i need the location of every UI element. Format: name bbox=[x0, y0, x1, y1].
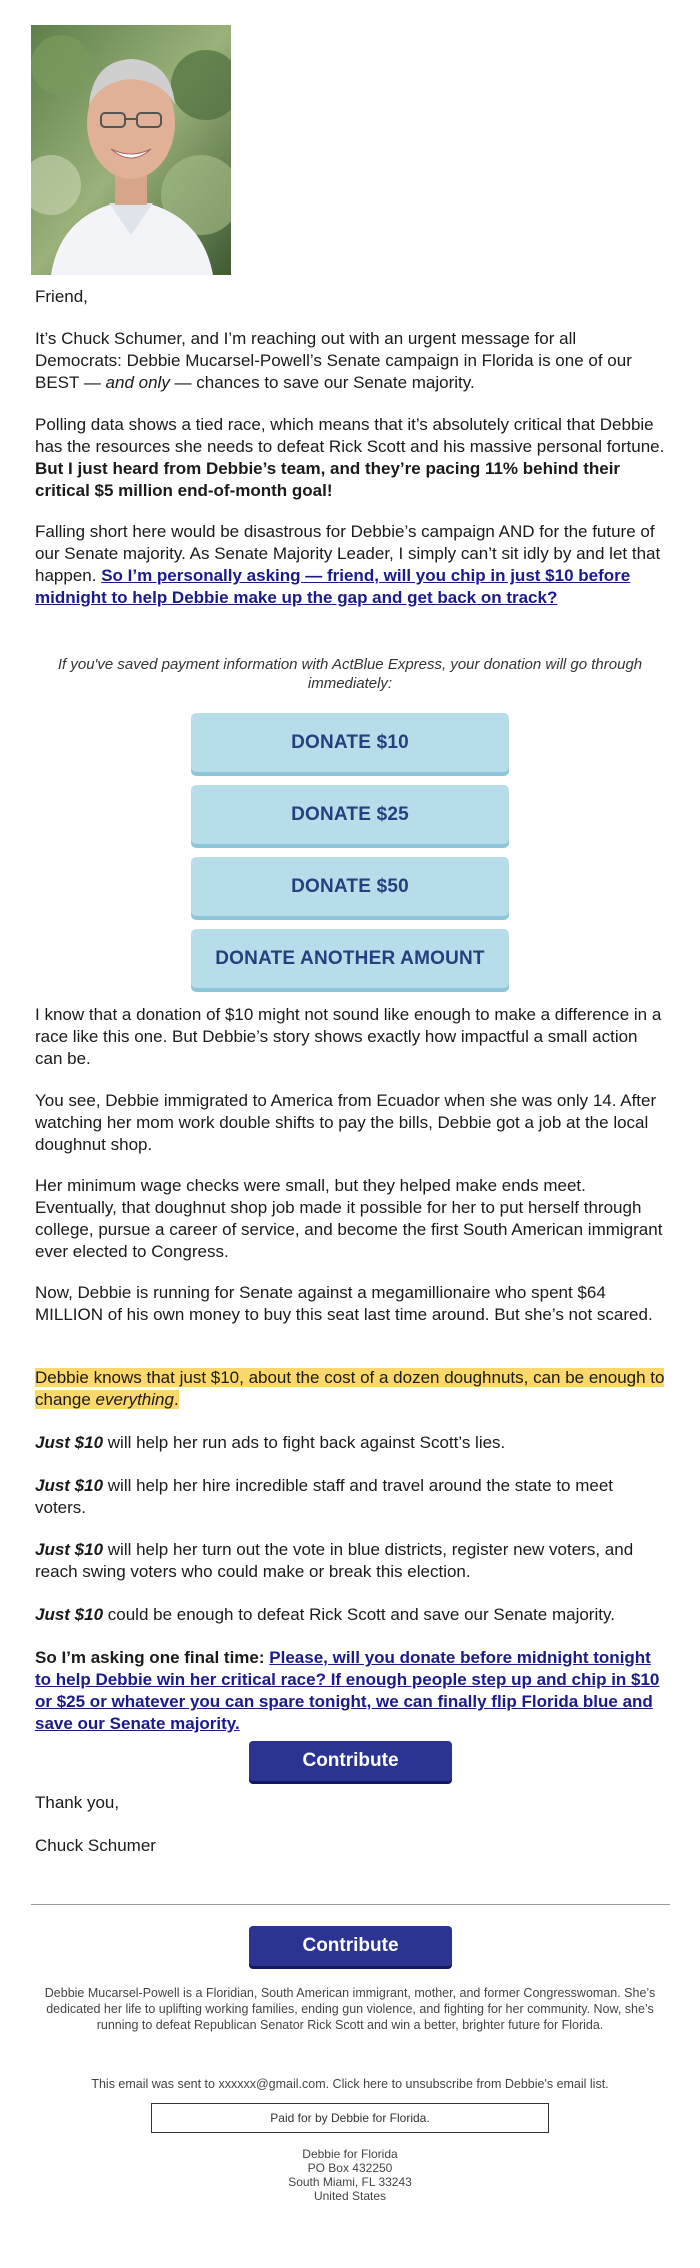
just10-label: Just $10 bbox=[35, 1540, 104, 1559]
paragraph-polling bbox=[35, 414, 665, 502]
footer-divider bbox=[31, 1904, 670, 1905]
intro-text-part: It’s Chuck Schumer, and I’m reaching out with an urgent message for all Democrats: Debbie Mucarsel-Powell’s Senate campaign in Florida is one of our BEST — bbox=[35, 329, 632, 392]
mailing-address bbox=[40, 2147, 660, 2203]
address-line: Debbie for Florida bbox=[302, 2147, 398, 2161]
just10-label: Just $10 bbox=[35, 1476, 104, 1495]
donate-25-button[interactable]: DONATE $25 bbox=[191, 785, 509, 844]
paragraph-megamillionaire bbox=[35, 1282, 665, 1326]
paragraph-final-ask-text bbox=[35, 1647, 665, 1735]
candidate-photo bbox=[31, 25, 231, 275]
intro-emphasis: and only bbox=[105, 373, 170, 392]
paragraph-final-ask bbox=[35, 1647, 665, 1735]
just10-label: Just $10 bbox=[35, 1433, 104, 1452]
just10-defeat-text bbox=[35, 1604, 665, 1626]
highlight-part-a: Debbie knows that just $10, about the cost of a dozen doughnuts, can be enough to change bbox=[35, 1368, 665, 1409]
just10-label: Just $10 bbox=[35, 1605, 104, 1624]
unsubscribe-note[interactable]: This email was sent to xxxxxx@gmail.com. Click here to unsubscribe from Debbie's email list. bbox=[91, 2077, 609, 2091]
chip-in-link[interactable]: So I’m personally asking — friend, will you chip in just $10 before midnight to help Debbie make up the gap and get back on track? bbox=[35, 566, 631, 607]
just10-turnout-rest: will help her turn out the vote in blue districts, register new voters, and reach swing voters who could make or break this election. bbox=[35, 1540, 634, 1581]
just10-ads-rest: will help her run ads to fight back against Scott’s lies. bbox=[103, 1433, 506, 1452]
greeting: Friend, bbox=[35, 287, 88, 306]
final-ask-bold: So I’m asking one final time: bbox=[35, 1648, 270, 1667]
paragraph-highlight bbox=[35, 1367, 665, 1411]
paragraph-polling-text bbox=[35, 414, 665, 502]
greeting-block bbox=[35, 286, 665, 308]
paragraph-megamillionaire-text: Now, Debbie is running for Senate against a megamillionaire who spent $64 MILLION of his own money to buy this seat last time around. But she’s not scared. bbox=[35, 1283, 653, 1324]
paragraph-highlight-text bbox=[35, 1367, 665, 1411]
paragraph-immigrated bbox=[35, 1090, 665, 1156]
just10-staff-rest: will help her hire incredible staff and travel around the state to meet voters. bbox=[35, 1476, 614, 1517]
paragraph-minimum-wage-text: Her minimum wage checks were small, but they helped make ends meet. Eventually, that doughnut shop job made it possible for her to put herself through college, pursue a career of service, and become the first South American immigrant ever elected to Congress. bbox=[35, 1176, 663, 1261]
address-line: South Miami, FL 33243 bbox=[288, 2175, 412, 2189]
paragraph-small-action-text: I know that a donation of $10 might not sound like enough to make a difference in a race like this one. But Debbie’s story shows exactly how impactful a small action can be. bbox=[35, 1005, 662, 1068]
contribute-button[interactable]: Contribute bbox=[249, 1741, 452, 1781]
just10-ads-text bbox=[35, 1432, 665, 1454]
signature-block bbox=[35, 1835, 665, 1857]
paragraph-ask bbox=[35, 521, 665, 609]
paragraph-immigrated-text: You see, Debbie immigrated to America from Ecuador when she was only 14. After watching her mom work double shifts to pay the bills, Debbie got a job at the local doughnut shop. bbox=[35, 1091, 657, 1154]
paid-for-box: Paid for by Debbie for Florida. bbox=[151, 2103, 549, 2133]
paragraph-ask-text bbox=[35, 521, 665, 609]
actblue-note: If you've saved payment information with ActBlue Express, your donation will go through immediately: bbox=[57, 656, 643, 692]
highlight-emphasis: everything bbox=[95, 1390, 174, 1409]
address-line: PO Box 432250 bbox=[307, 2161, 393, 2175]
address-line: United States bbox=[313, 2189, 387, 2203]
just10-staff-text bbox=[35, 1475, 665, 1519]
donate-50-button[interactable]: DONATE $50 bbox=[191, 857, 509, 916]
ask-text: Falling short here would be disastrous for Debbie’s campaign AND for the future of our Senate majority. As Senate Majority Leader, I simply can’t sit idly by and let that happen. bbox=[35, 522, 661, 585]
just10-defeat bbox=[35, 1604, 665, 1626]
polling-bold: But I just heard from Debbie’s team, and they’re pacing 11% behind their critical $5 million end-of-month goal! bbox=[35, 459, 621, 500]
signoff: Thank you, bbox=[35, 1793, 120, 1812]
just10-defeat-rest: could be enough to defeat Rick Scott and save our Senate majority. bbox=[103, 1605, 615, 1624]
paragraph-small-action bbox=[35, 1004, 665, 1070]
portrait-image bbox=[31, 25, 231, 275]
just10-turnout-text bbox=[35, 1539, 665, 1583]
donate-10-button[interactable]: DONATE $10 bbox=[191, 713, 509, 772]
just10-turnout bbox=[35, 1539, 665, 1583]
intro-text-end: — chances to save our Senate majority. bbox=[169, 373, 475, 392]
polling-text: Polling data shows a tied race, which means that it’s absolutely critical that Debbie has the resources she needs to defeat Rick Scott and his massive personal fortune. bbox=[35, 415, 665, 456]
just10-staff bbox=[35, 1475, 665, 1519]
donate-other-amount-button[interactable]: DONATE ANOTHER AMOUNT bbox=[191, 929, 509, 988]
signature: Chuck Schumer bbox=[35, 1836, 156, 1855]
signoff-block bbox=[35, 1792, 665, 1814]
paragraph-intro-text bbox=[35, 328, 665, 394]
just10-ads bbox=[35, 1432, 665, 1454]
footer-bio: Debbie Mucarsel-Powell is a Floridian, South American immigrant, mother, and former Congresswoman. She’s dedicated her life to uplifting working families, ending gun violence, and fighting for her community. Now, she’s running to defeat Republican Senator Rick Scott and win a better, brighter future for Florida. bbox=[44, 1986, 656, 2032]
final-ask-link[interactable]: Please, will you donate before midnight tonight to help Debbie win her critical race? If enough people step up and chip in $10 or $25 or whatever you can spare tonight, we can finally flip Florida blue and save our Senate majority. bbox=[35, 1648, 660, 1733]
paragraph-minimum-wage bbox=[35, 1175, 665, 1263]
footer-contribute-button[interactable]: Contribute bbox=[249, 1926, 452, 1966]
highlight-part-c: . bbox=[173, 1390, 179, 1409]
paragraph-intro bbox=[35, 328, 665, 394]
